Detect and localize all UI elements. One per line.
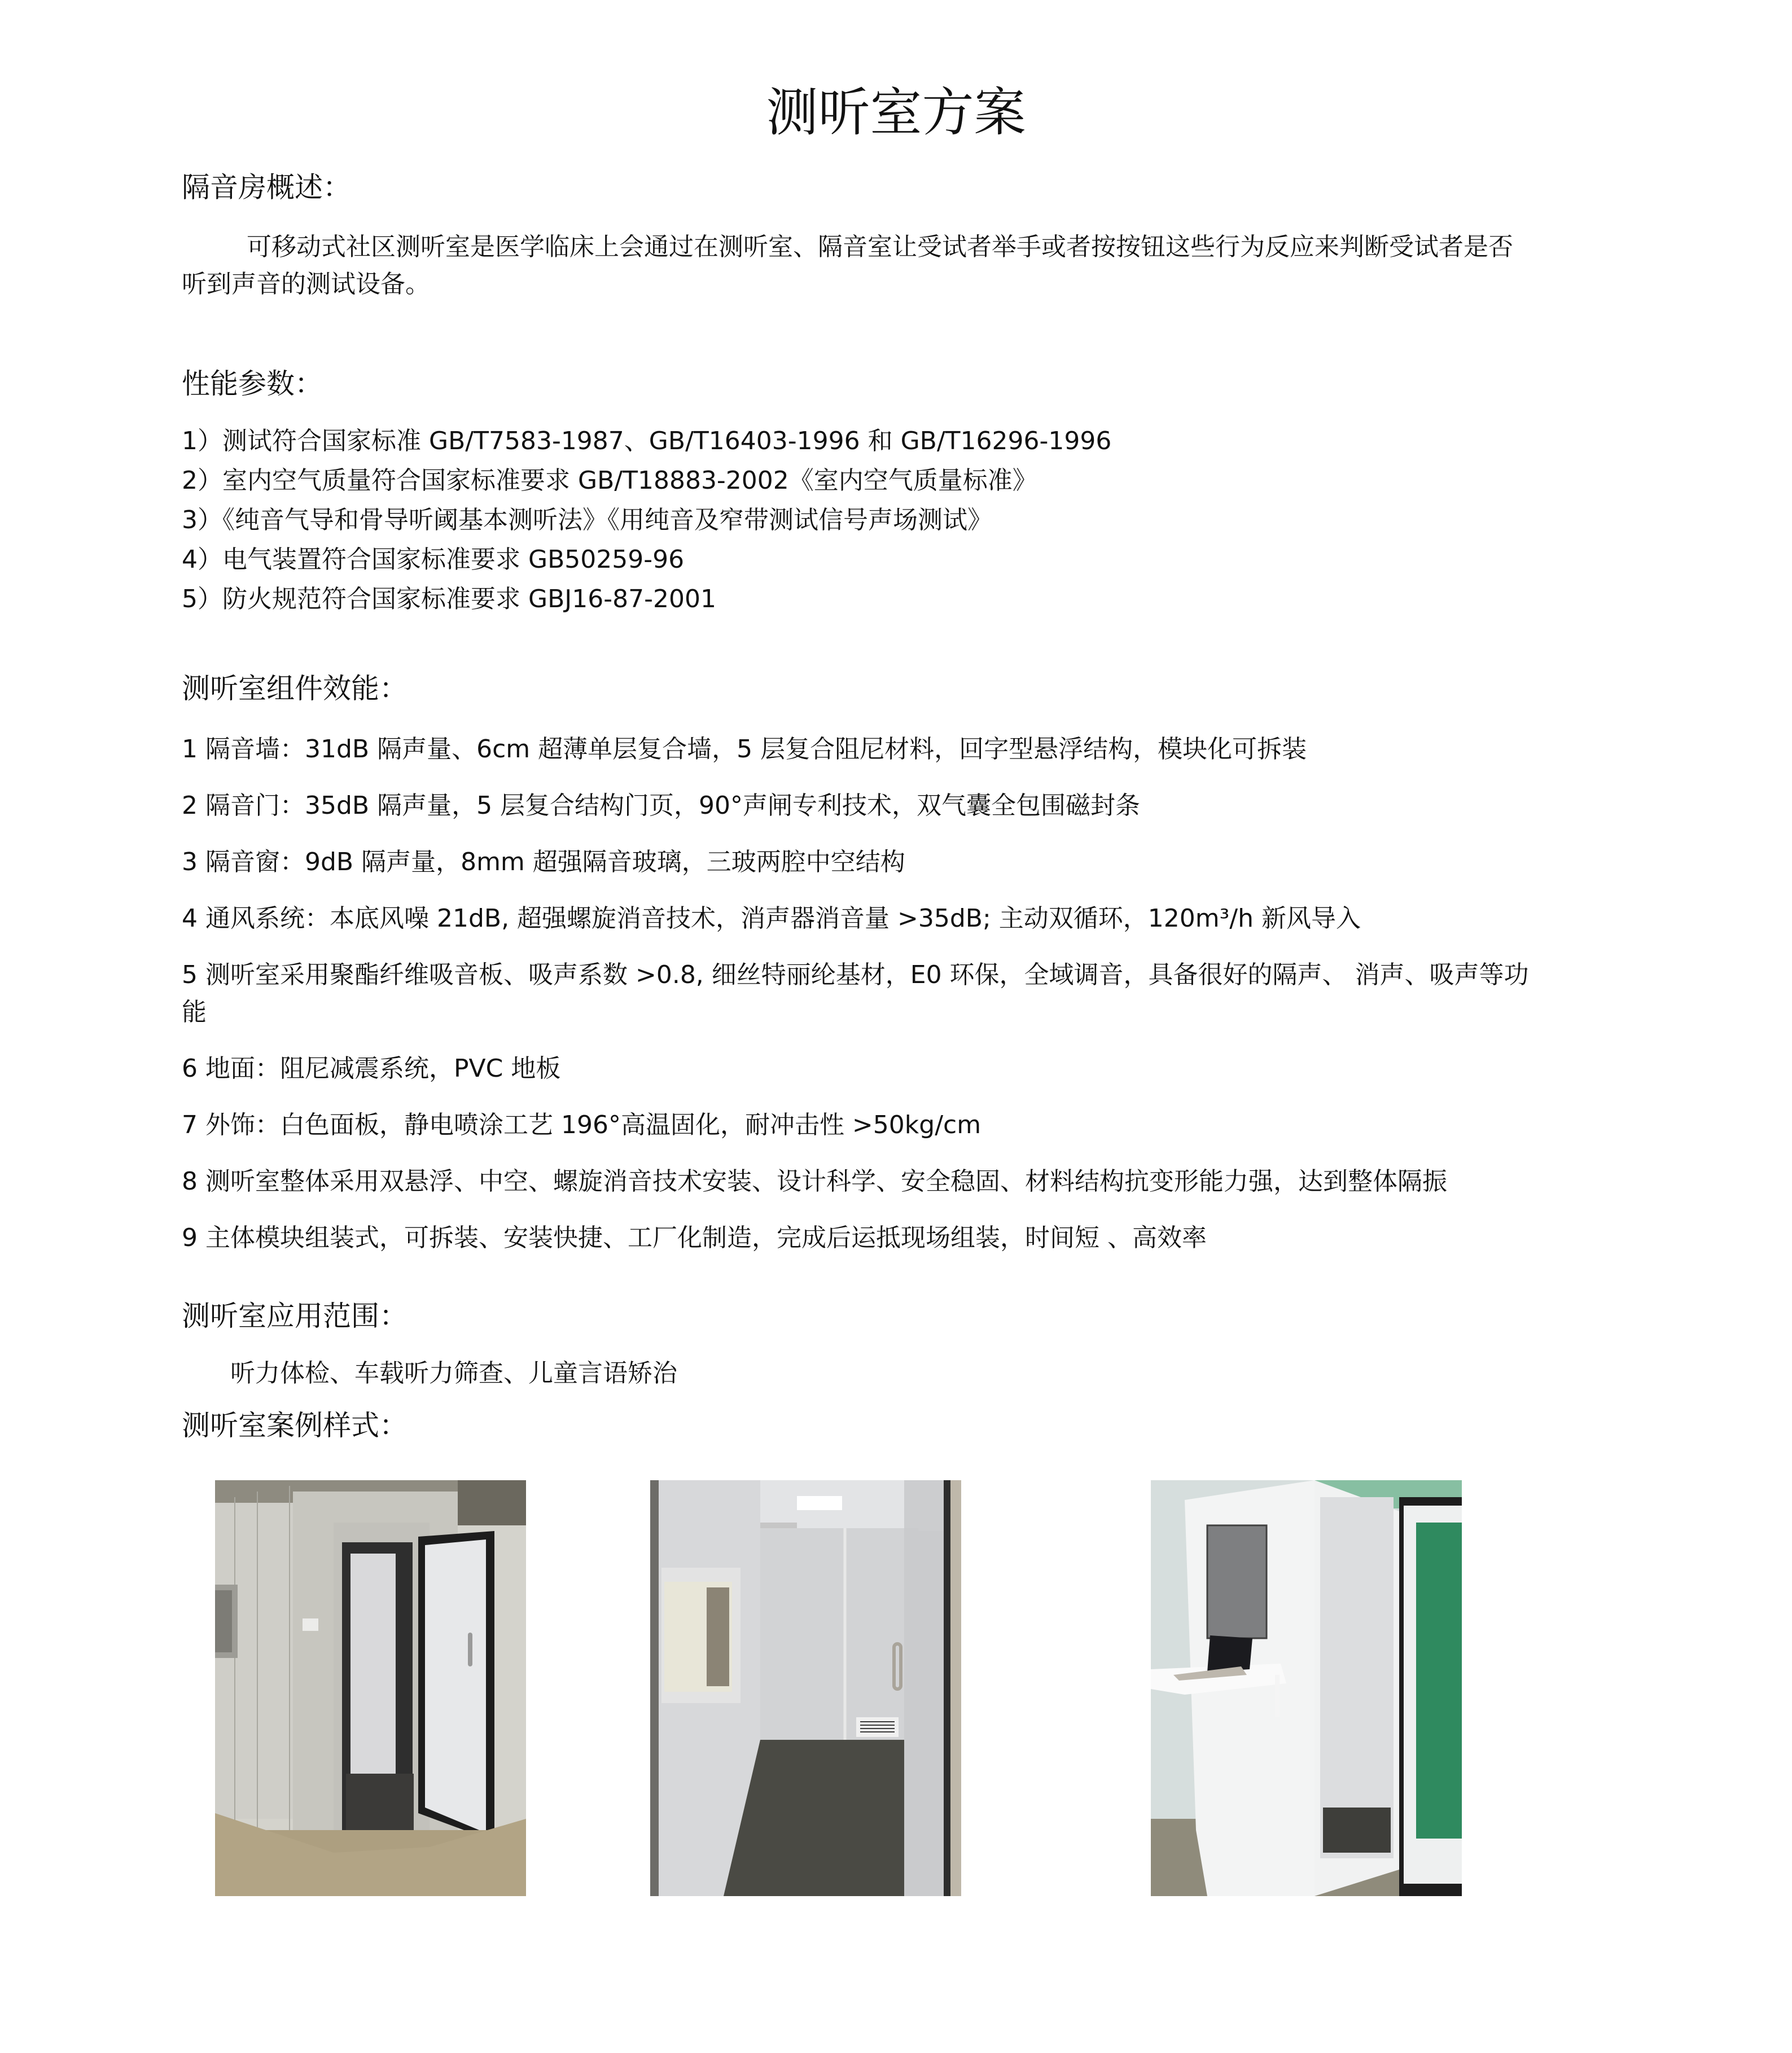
case-photo-1 [215,1480,526,1896]
component-item: 7 外饰：白色面板，静电喷涂工艺 196°高温固化，耐冲击性 >50kg/cm [182,1111,982,1139]
applications-text: 听力体检、车载听力筛查、儿童言语矫治 [230,1359,677,1388]
component-item: 4 通风系统：本底风噪 21dB, 超强螺旋消音技术，消声器消音量 >35dB; 主动双循环，120m³/h 新风导入 [182,904,1361,933]
component-item: 6 地面：阻尼减震系统，PVC 地板 [182,1054,561,1083]
performance-item: 3）《纯音气导和骨导听阈基本测听法》《用纯音及窄带测试信号声场测试》 [182,506,992,534]
performance-item: 2）室内空气质量符合国家标准要求 GB/T18883-2002《室内空气质量标准》 [182,466,1037,495]
component-item: 5 测听室采用聚酯纤维吸音板、吸声系数 >0.8, 细丝特丽纶基材，E0 环保，全域调音，具备很好的隔声、 消声、吸声等功 [182,960,1529,989]
case-photo-2 [650,1480,961,1896]
components-heading: 测听室组件效能： [182,672,408,705]
page-title: 测听室方案 [766,82,1026,143]
cases-heading: 测听室案例样式： [182,1409,408,1442]
mobile-booth-with-laptop-desk-image [1151,1480,1462,1896]
component-item: 2 隔音门：35dB 隔声量，5 层复合结构门页，90°声闸专利技术，双气囊全包围磁封条 [182,791,1141,820]
performance-item: 4）电气装置符合国家标准要求 GB50259-96 [182,545,685,574]
performance-heading: 性能参数： [182,367,323,400]
component-item: 9 主体模块组装式，可拆装、安装快捷、工厂化制造，完成后运抵现场组装，时间短 、高效率 [182,1223,1207,1252]
case-photo-3 [1151,1480,1462,1896]
booth-exterior-open-door-image [215,1480,526,1896]
applications-heading: 测听室应用范围： [182,1300,408,1332]
performance-item: 5）防火规范符合国家标准要求 GBJ16-87-2001 [182,585,716,613]
performance-item: 1）测试符合国家标准 GB/T7583-1987、GB/T16403-1996 和 GB/T16296-1996 [182,427,1112,455]
booth-interior-window-image [650,1480,961,1896]
component-item: 1 隔音墙：31dB 隔声量、6cm 超薄单层复合墙，5 层复合阻尼材料，回字型悬浮结构，模块化可拆装 [182,735,1307,764]
overview-paragraph-line-1: 可移动式社区测听室是医学临床上会通过在测听室、隔音室让受试者举手或者按按钮这些行为反应来判断受试者是否 [247,233,1513,261]
overview-heading: 隔音房概述： [182,171,351,204]
component-item: 3 隔音窗：9dB 隔声量，8mm 超强隔音玻璃，三玻两腔中空结构 [182,848,905,876]
component-item: 8 测听室整体采用双悬浮、中空、螺旋消音技术安装、设计科学、安全稳固、材料结构抗变形能力强，达到整体隔振 [182,1167,1447,1196]
component-item-continuation: 能 [182,998,207,1026]
overview-paragraph-line-2: 听到声音的测试设备。 [182,270,430,299]
